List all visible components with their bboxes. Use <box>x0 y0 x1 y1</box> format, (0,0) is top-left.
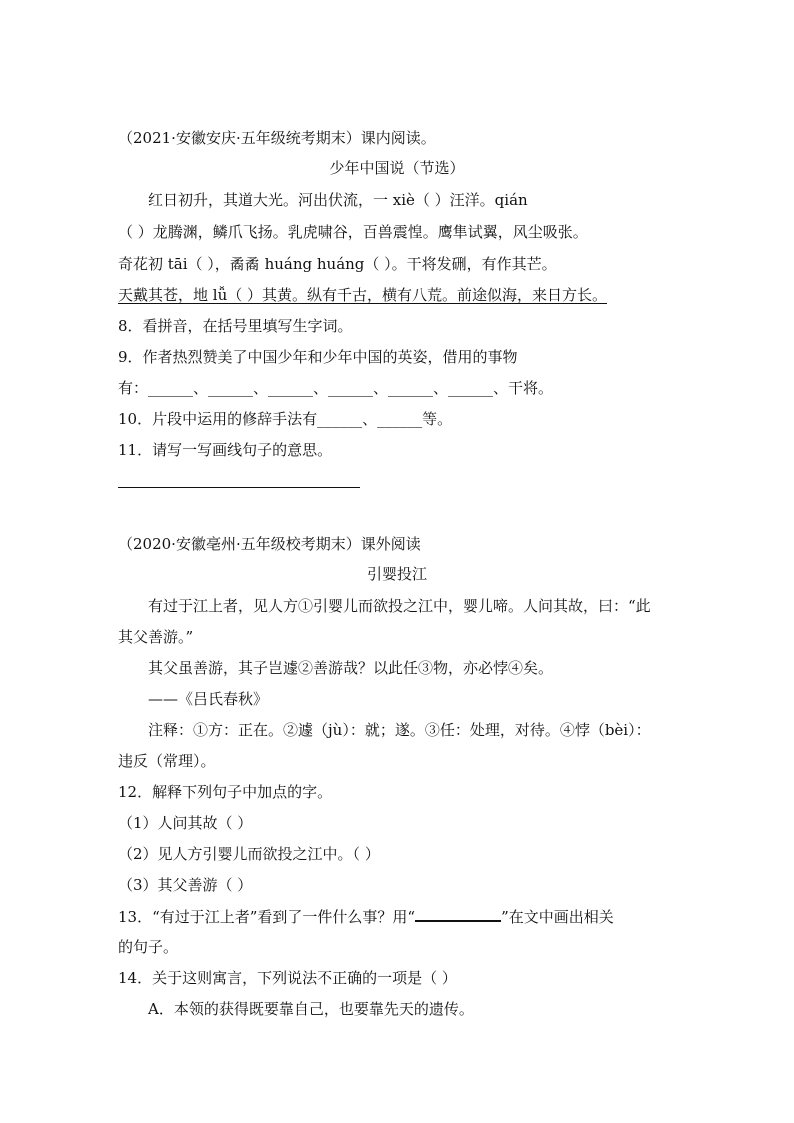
question-9: 9．作者热烈赞美了中国少年和少年中国的英姿，借用的事物 <box>118 348 518 366</box>
passage1-source: （2021·安徽安庆·五年级统考期末）课内阅读。 <box>118 129 436 147</box>
question-11: 11．请写一写画线句子的意思。 <box>118 441 333 459</box>
question-12-1: （1）人问其故（ ） <box>118 814 253 832</box>
passage1-title: 少年中国说（节选） <box>329 159 465 177</box>
passage2-title: 引婴投江 <box>366 565 427 583</box>
question-13-mark-line <box>415 906 501 922</box>
question-9-blanks: 有：______、______、______、______、______、______、干将。 <box>118 379 554 397</box>
passage2-source: （2020·安徽亳州·五年级校考期末）课外阅读 <box>118 535 421 553</box>
passage1-line1: 红日初升，其道大光。河出伏流，一 xiè（ ）汪洋。qián <box>148 191 528 209</box>
question-14-option-a: A．本领的获得既要靠自己，也要靠先天的遗传。 <box>148 1000 474 1018</box>
question-13 <box>118 906 614 927</box>
answer-line <box>118 487 360 488</box>
question-14: 14．关于这则寓言，下列说法不正确的一项是（ ） <box>118 969 457 987</box>
passage2-notes-cont: 违反（常理）。 <box>118 752 216 770</box>
question-12-2: （2）见人方引婴儿而欲投之江中。（ ） <box>118 845 380 863</box>
question-12: 12．解释下列句子中加点的字。 <box>118 783 333 801</box>
question-12-3: （3）其父善游（ ） <box>118 876 253 894</box>
passage1-underlined-line: 天戴其苍，地 lǚ（ ）其黄。纵有千古，横有八荒。前途似海，来日方长。 <box>118 286 607 304</box>
passage2-attribution: ——《吕氏春秋》 <box>148 690 269 708</box>
question-13-text-a: 13．“有过于江上者”看到了一件什么事？用“ <box>118 908 416 926</box>
passage1-line3: 奇花初 tāi（ ），矞矞 huáng huáng（ ）。干将发硎，有作其芒。 <box>118 255 557 273</box>
question-8: 8．看拼音，在括号里填写生字词。 <box>118 317 353 335</box>
passage2-notes: 注释：①方：正在。②遽（jù）：就；遂。③任：处理，对待。④悖（bèi）： <box>148 721 651 739</box>
question-13-text-b: ”在文中画出相关 <box>501 908 614 926</box>
question-13-cont: 的句子。 <box>118 938 179 956</box>
passage1-line2: （ ）龙腾渊，鳞爪飞扬。乳虎啸谷，百兽震惶。鹰隼试翼，风尘吸张。 <box>118 223 588 241</box>
passage2-line2: 其父善游。” <box>118 628 194 646</box>
passage2-line1: 有过于江上者，见人方①引婴儿而欲投之江中，婴儿啼。人问其故，曰：“此 <box>148 597 651 615</box>
question-10: 10．片段中运用的修辞手法有______、______等。 <box>118 410 453 428</box>
passage2-line3: 其父虽善游，其子岂遽②善游哉？以此任③物，亦必悖④矣。 <box>148 659 554 677</box>
